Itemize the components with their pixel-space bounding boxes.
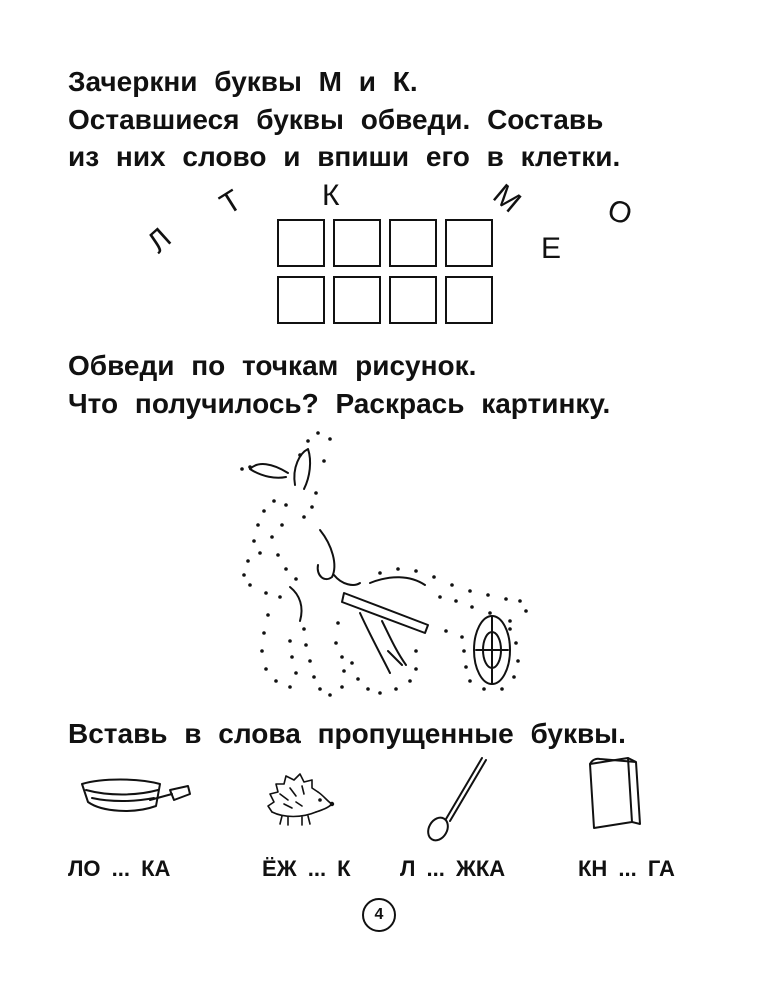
task2-line-1: Обведи по точкам рисунок. (68, 350, 477, 381)
answer-cell[interactable] (277, 219, 325, 267)
loose-letter-m[interactable]: М (486, 177, 528, 220)
task1-line-1: Зачеркни буквы М и К. (68, 66, 418, 97)
missing-letter-word[interactable]: Л ... ЖКА (400, 856, 506, 881)
task1-line-3: из них слово и впиши его в клетки. (68, 141, 621, 172)
loose-letter-k[interactable]: К (322, 179, 340, 212)
missing-letter-word[interactable]: ЁЖ ... К (262, 856, 351, 881)
answer-cell[interactable] (445, 276, 493, 324)
task3-title: Вставь в слова пропущенные буквы. (68, 718, 626, 749)
hedgehog-icon (266, 772, 336, 828)
answer-cell[interactable] (333, 276, 381, 324)
donkey-with-cart-dot-to-dot-icon (220, 425, 540, 705)
boat-icon (80, 772, 195, 822)
answer-cell[interactable] (333, 219, 381, 267)
book-icon (584, 752, 648, 832)
loose-letter-l[interactable]: Л (141, 221, 178, 260)
missing-letter-word[interactable]: КН ... ГА (578, 856, 675, 881)
loose-letter-t[interactable]: Т (214, 183, 248, 222)
page-number: 4 (362, 898, 396, 932)
answer-cell[interactable] (389, 276, 437, 324)
loose-letter-o[interactable]: О (603, 193, 637, 232)
answer-cell[interactable] (445, 219, 493, 267)
spoon-icon (418, 755, 490, 845)
missing-letter-word[interactable]: ЛО ... КА (68, 856, 171, 881)
answer-cell[interactable] (277, 276, 325, 324)
task2-line-2: Что получилось? Раскрась картинку. (68, 388, 611, 419)
answer-cell[interactable] (389, 219, 437, 267)
loose-letter-e[interactable]: Е (541, 232, 562, 265)
task1-line-2: Оставшиеся буквы обведи. Составь (68, 104, 604, 135)
